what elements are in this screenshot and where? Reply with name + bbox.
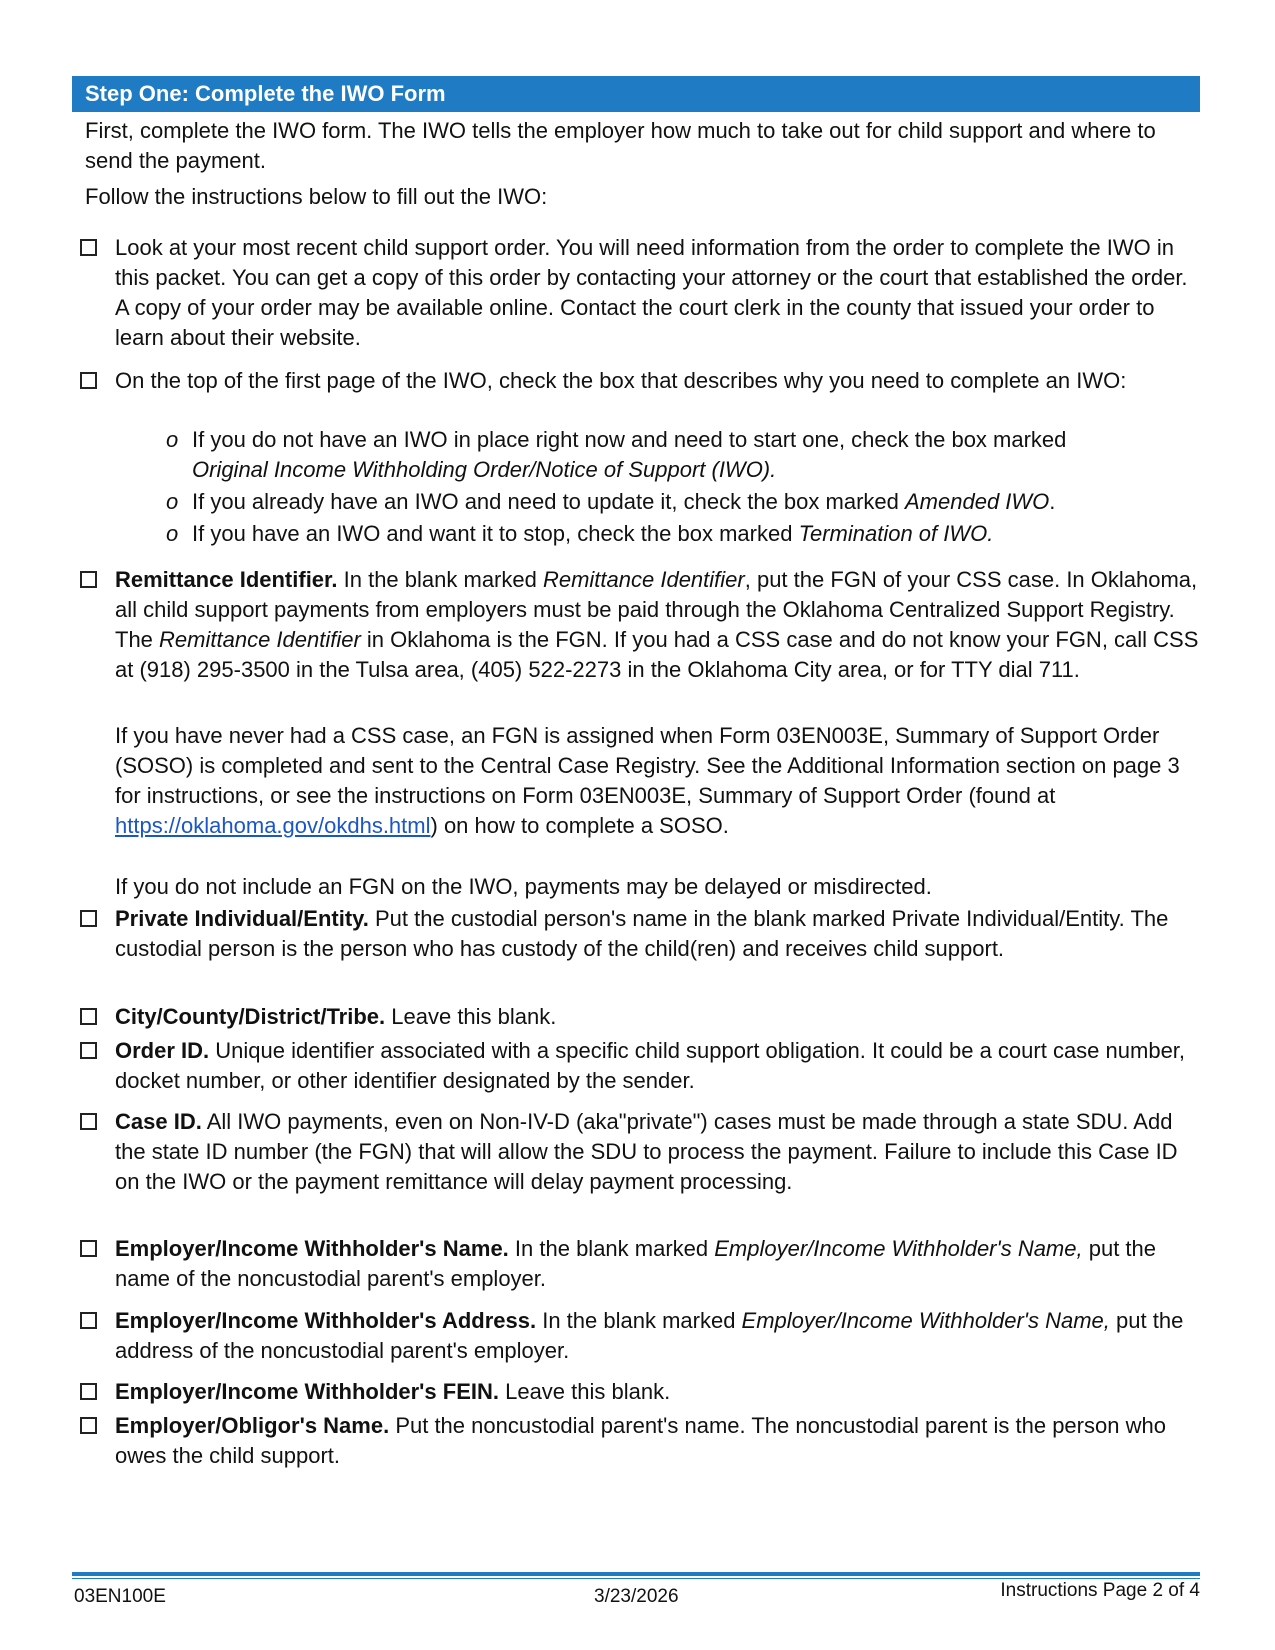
footer-divider <box>72 1572 1200 1576</box>
section-header: Step One: Complete the IWO Form <box>72 76 1200 112</box>
remittance-t3: in Oklahoma is the FGN. If you had a CSS case and do not know your FGN, call CSS at (918) 295-3500 in the Tulsa area, (405) 522-2273 in the Oklahoma City area, or for TTY dial 711. <box>115 627 1199 682</box>
order-id-desc: Unique identifier associated with a specific child support obligation. It could be a court case number, docket number, or other identifier designated by the sender. <box>115 1038 1186 1093</box>
checkbox-order-id[interactable] <box>80 1042 97 1059</box>
remittance-paragraph-3: If you do not include an FGN on the IWO, payments may be delayed or misdirected. <box>115 874 932 899</box>
employer-name-t2: put the name of the noncustodial parent's employer. <box>115 1236 1157 1291</box>
remittance-label: Remittance Identifier. <box>115 567 338 592</box>
checkbox-obligor[interactable] <box>80 1417 97 1434</box>
bullet-icon: o <box>166 427 179 452</box>
remittance-i2: Remittance Identifier <box>159 627 361 652</box>
checkbox-employer-name[interactable] <box>80 1240 97 1257</box>
city-desc: Leave this blank. <box>385 1004 557 1029</box>
checkbox-private[interactable] <box>80 910 97 927</box>
checkbox-employer-address[interactable] <box>80 1312 97 1329</box>
city-text <box>115 1002 1200 1032</box>
remittance-paragraph-2 <box>115 721 1200 841</box>
footer-page-number: Instructions Page 2 of 4 <box>1000 1580 1200 1601</box>
employer-name-t1: In the blank marked <box>508 1236 715 1261</box>
case-id-label: Case ID. <box>115 1109 202 1134</box>
obligor-text <box>115 1411 1200 1471</box>
bullet-icon: o <box>166 521 179 546</box>
top-box-text: On the top of the first page of the IWO, check the box that describes why you need to complete an IWO: <box>115 368 1127 393</box>
sub3-text: If you have an IWO and want it to stop, check the box marked <box>192 521 793 546</box>
private-text <box>115 904 1200 964</box>
case-id-desc: All IWO payments, even on Non-IV-D (aka"private") cases must be made through a state SDU. Add the state ID number (the FGN) that will allow the SDU to process the payment. Failure to include this Case ID on the IWO or the payment remittance will delay payment processing. <box>115 1109 1178 1194</box>
intro-instructions: Follow the instructions below to fill out the IWO: <box>85 184 548 209</box>
employer-address-t1: In the blank marked <box>536 1308 742 1333</box>
footer-date: 3/23/2026 <box>594 1586 679 1607</box>
footer-form-number: 03EN100E <box>74 1586 166 1607</box>
checkbox-city[interactable] <box>80 1008 97 1025</box>
order-text: Look at your most recent child support order. You will need information from the order to complete the IWO in this packet. You can get a copy of this order by contacting your attorney or the court that established the order. A copy of your order may be available online. Contact the court clerk in the county that issued your order to learn about their website. <box>115 235 1188 350</box>
employer-name-text <box>115 1234 1200 1294</box>
case-id-text <box>115 1107 1200 1197</box>
remittance-t2: , put the FGN of your CSS case. In Oklahoma, all child support payments from employers must be paid through the Oklahoma Centralized Support Registry. The <box>115 567 1198 652</box>
sub3-italic: Termination of IWO. <box>798 521 994 546</box>
fein-label: Employer/Income Withholder's FEIN. <box>115 1379 499 1404</box>
fein-text <box>115 1377 1200 1407</box>
employer-address-label: Employer/Income Withholder's Address. <box>115 1308 537 1333</box>
intro-paragraph: First, complete the IWO form. The IWO tells the employer how much to take out for child support and where to send the payment. <box>85 118 1156 173</box>
sub1-text: If you do not have an IWO in place right now and need to start one, check the box marked <box>192 427 1067 452</box>
sub2-text: If you already have an IWO and need to update it, check the box marked <box>192 489 899 514</box>
obligor-label: Employer/Obligor's Name. <box>115 1413 390 1438</box>
remittance-p2b: ) on how to complete a SOSO. <box>430 813 729 838</box>
checkbox-case-id[interactable] <box>80 1113 97 1130</box>
employer-address-italic: Employer/Income Withholder's Name, <box>741 1308 1110 1333</box>
footer-divider-thin <box>72 1578 1200 1579</box>
private-desc: Put the custodial person's name in the blank marked Private Individual/Entity. The custodial person is the person who has custody of the child(ren) and receives child support. <box>115 906 1169 961</box>
employer-name-italic: Employer/Income Withholder's Name, <box>714 1236 1083 1261</box>
fein-desc: Leave this blank. <box>498 1379 671 1404</box>
bullet-icon: o <box>166 489 179 514</box>
okdhs-link[interactable]: https://oklahoma.gov/okdhs.html <box>115 813 431 838</box>
employer-address-text <box>115 1306 1200 1366</box>
checkbox-order[interactable] <box>80 239 97 256</box>
order-id-label: Order ID. <box>115 1038 210 1063</box>
checkbox-fein[interactable] <box>80 1383 97 1400</box>
checkbox-top-box[interactable] <box>80 372 97 389</box>
employer-address-t2: put the address of the noncustodial parent's employer. <box>115 1308 1184 1363</box>
sub2-end: . <box>1049 489 1056 514</box>
employer-name-label: Employer/Income Withholder's Name. <box>115 1236 509 1261</box>
obligor-desc: Put the noncustodial parent's name. The noncustodial parent is the person who owes the child support. <box>115 1413 1166 1468</box>
remittance-t1: In the blank marked <box>337 567 543 592</box>
private-label: Private Individual/Entity. <box>115 906 369 931</box>
remittance-text <box>115 565 1200 685</box>
sub1-italic: Original Income Withholding Order/Notice of Support (IWO). <box>192 457 777 482</box>
checkbox-remittance[interactable] <box>80 571 97 588</box>
remittance-i1: Remittance Identifier <box>542 567 745 592</box>
order-id-text <box>115 1036 1200 1096</box>
city-label: City/County/District/Tribe. <box>115 1004 386 1029</box>
sub2-italic: Amended IWO <box>905 489 1050 514</box>
remittance-p2a: If you have never had a CSS case, an FGN is assigned when Form 03EN003E, Summary of Support Order (SOSO) is completed and sent to the Central Case Registry. See the Additional Information section on page 3 for instructions, or see the instructions on Form 03EN003E, Summary of Support Order (found at <box>115 723 1180 808</box>
